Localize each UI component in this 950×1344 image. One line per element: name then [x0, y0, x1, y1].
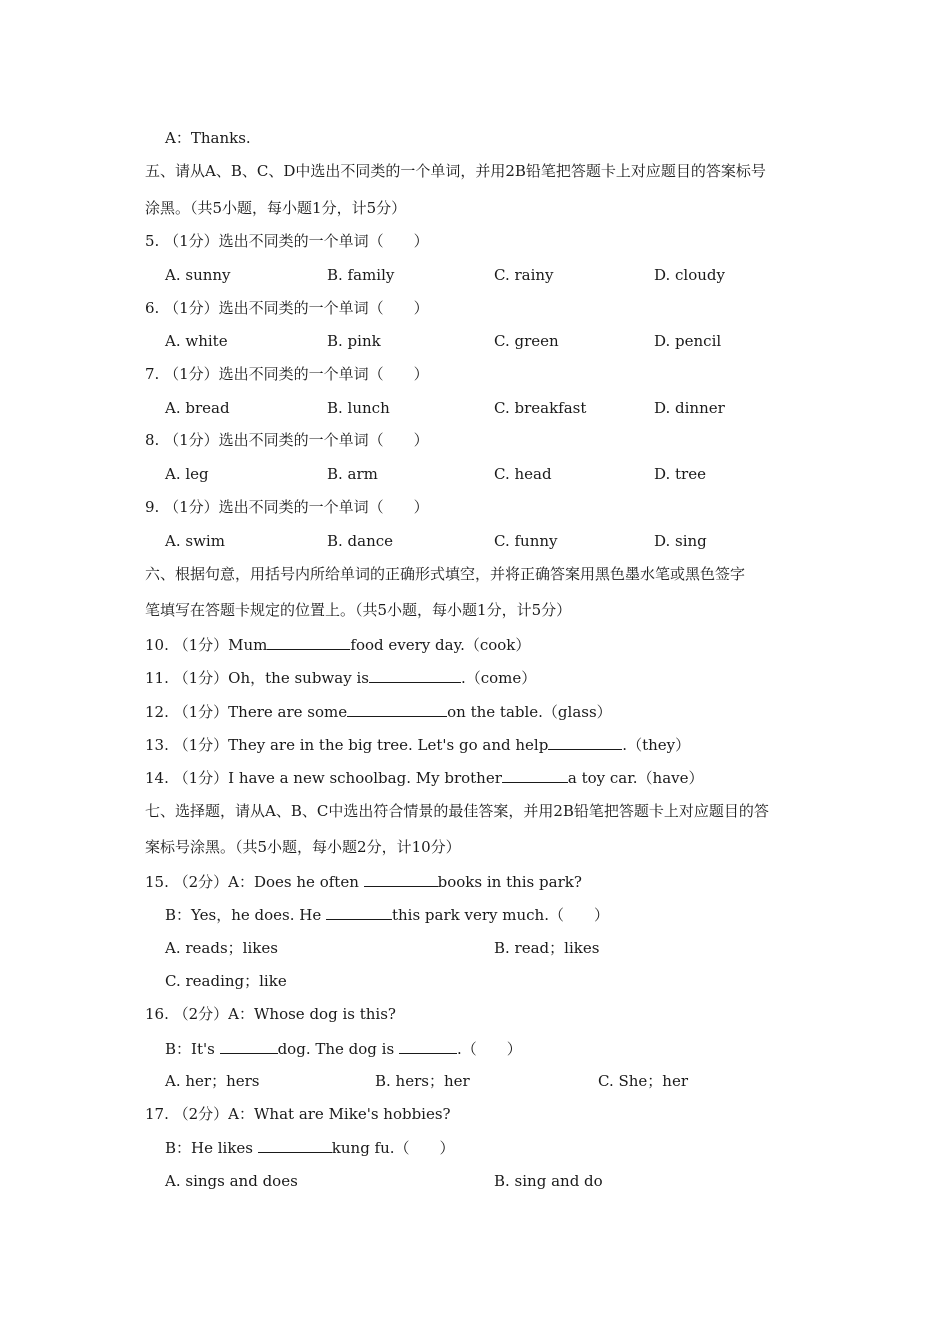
- question-15-option-b: B. read；likes: [494, 939, 600, 957]
- question-15-b: [165, 904, 609, 924]
- section-6-heading: 六、根据句意，用括号内所给单词的正确形式填空，并将正确答案用黑色墨水笔或黑色签字: [145, 565, 746, 583]
- question-10-text: 10. （1分）Mum: [145, 636, 268, 654]
- question-9-stem: 9. （1分）选出不同类的一个单词（ ）: [145, 498, 429, 516]
- section-7-heading: 七、选择题，请从A、B、C中选出符合情景的最佳答案，并用2B铅笔把答题卡上对应题目的答: [145, 802, 769, 820]
- question-10: [145, 634, 530, 654]
- section-6-heading-cont: 笔填写在答题卡规定的位置上。（共5小题，每小题1分，计5分）: [145, 601, 572, 619]
- question-15-a-text: 15. （2分）A：Does he often: [145, 873, 364, 891]
- question-12-hint: on the table.（glass）: [447, 703, 612, 721]
- question-16-b-text: B：It's: [165, 1040, 220, 1058]
- question-16-b: [165, 1038, 522, 1058]
- question-6-option-d: D. pencil: [654, 332, 722, 350]
- question-8-option-a: A. leg: [165, 465, 209, 483]
- question-5-option-a: A. sunny: [165, 266, 231, 284]
- question-11: [145, 667, 536, 687]
- answer-blank[interactable]: [502, 767, 568, 783]
- question-11-hint: .（come）: [460, 669, 537, 687]
- question-14-hint: a toy car.（have）: [567, 769, 704, 787]
- answer-blank[interactable]: [347, 701, 447, 717]
- question-5-option-c: C. rainy: [494, 266, 554, 284]
- question-15-option-a: A. reads；likes: [165, 939, 278, 957]
- question-16-b-mid: dog. The dog is: [277, 1040, 399, 1058]
- section-7-heading-cont: 案标号涂黑。（共5小题，每小题2分，计10分）: [145, 838, 461, 856]
- question-15-b-end: this park very much.（ ）: [391, 906, 609, 924]
- question-12-text: 12. （1分）There are some: [145, 703, 348, 721]
- question-16-option-c: C. She；her: [598, 1072, 689, 1090]
- question-6-option-a: A. white: [165, 332, 228, 350]
- question-6-stem: 6. （1分）选出不同类的一个单词（ ）: [145, 299, 429, 317]
- question-9-option-b: B. dance: [327, 532, 394, 550]
- answer-blank[interactable]: [258, 1137, 332, 1153]
- question-17-b-text: B：He likes: [165, 1139, 258, 1157]
- answer-blank[interactable]: [399, 1038, 457, 1054]
- question-5-option-b: B. family: [327, 266, 395, 284]
- question-5-stem: 5. （1分）选出不同类的一个单词（ ）: [145, 232, 429, 250]
- question-15-b-text: B：Yes，he does. He: [165, 906, 326, 924]
- question-14: [145, 767, 704, 787]
- question-9-option-d: D. sing: [654, 532, 707, 550]
- question-8-option-d: D. tree: [654, 465, 706, 483]
- question-17-option-b: B. sing and do: [494, 1172, 603, 1190]
- question-16-b-end: .（ ）: [456, 1040, 522, 1058]
- question-13: [145, 734, 690, 754]
- question-10-hint: food every day.（cook）: [350, 636, 531, 654]
- question-17-b-end: kung fu.（ ）: [331, 1139, 455, 1157]
- question-7-option-b: B. lunch: [327, 399, 390, 417]
- question-15-a-end: books in this park?: [437, 873, 582, 891]
- question-6-option-b: B. pink: [327, 332, 381, 350]
- question-13-text: 13. （1分）They are in the big tree. Let's go and help: [145, 736, 549, 754]
- question-7-option-d: D. dinner: [654, 399, 725, 417]
- question-8-stem: 8. （1分）选出不同类的一个单词（ ）: [145, 431, 429, 449]
- question-9-option-a: A. swim: [165, 532, 225, 550]
- answer-blank[interactable]: [548, 734, 622, 750]
- question-7-option-c: C. breakfast: [494, 399, 587, 417]
- question-11-text: 11. （1分）Oh，the subway is: [145, 669, 369, 687]
- question-14-text: 14. （1分）I have a new schoolbag. My brother: [145, 769, 502, 787]
- answer-blank[interactable]: [364, 871, 438, 887]
- question-8-option-b: B. arm: [327, 465, 378, 483]
- question-16-option-a: A. her；hers: [165, 1072, 260, 1090]
- question-15-option-c: C. reading；like: [165, 972, 287, 990]
- answer-blank[interactable]: [220, 1038, 278, 1054]
- question-9-option-c: C. funny: [494, 532, 558, 550]
- question-13-hint: .（they）: [622, 736, 691, 754]
- question-16-a: 16. （2分）A：Whose dog is this?: [145, 1005, 396, 1023]
- answer-blank[interactable]: [369, 667, 461, 683]
- section-5-heading: 五、请从A、B、C、D中选出不同类的一个单词，并用2B铅笔把答题卡上对应题目的答案标号: [145, 162, 766, 180]
- question-17-b: [165, 1137, 455, 1157]
- answer-line: A：Thanks.: [165, 129, 251, 147]
- question-17-option-a: A. sings and does: [165, 1172, 298, 1190]
- question-6-option-c: C. green: [494, 332, 559, 350]
- question-7-stem: 7. （1分）选出不同类的一个单词（ ）: [145, 365, 429, 383]
- answer-blank[interactable]: [267, 634, 350, 650]
- question-7-option-a: A. bread: [165, 399, 230, 417]
- question-17-a: 17. （2分）A：What are Mike's hobbies?: [145, 1105, 451, 1123]
- question-5-option-d: D. cloudy: [654, 266, 725, 284]
- question-8-option-c: C. head: [494, 465, 552, 483]
- question-15-a: [145, 871, 582, 891]
- question-16-option-b: B. hers；her: [375, 1072, 470, 1090]
- answer-blank[interactable]: [326, 904, 392, 920]
- section-5-heading-cont: 涂黑。（共5小题，每小题1分，计5分）: [145, 199, 407, 217]
- question-12: [145, 701, 612, 721]
